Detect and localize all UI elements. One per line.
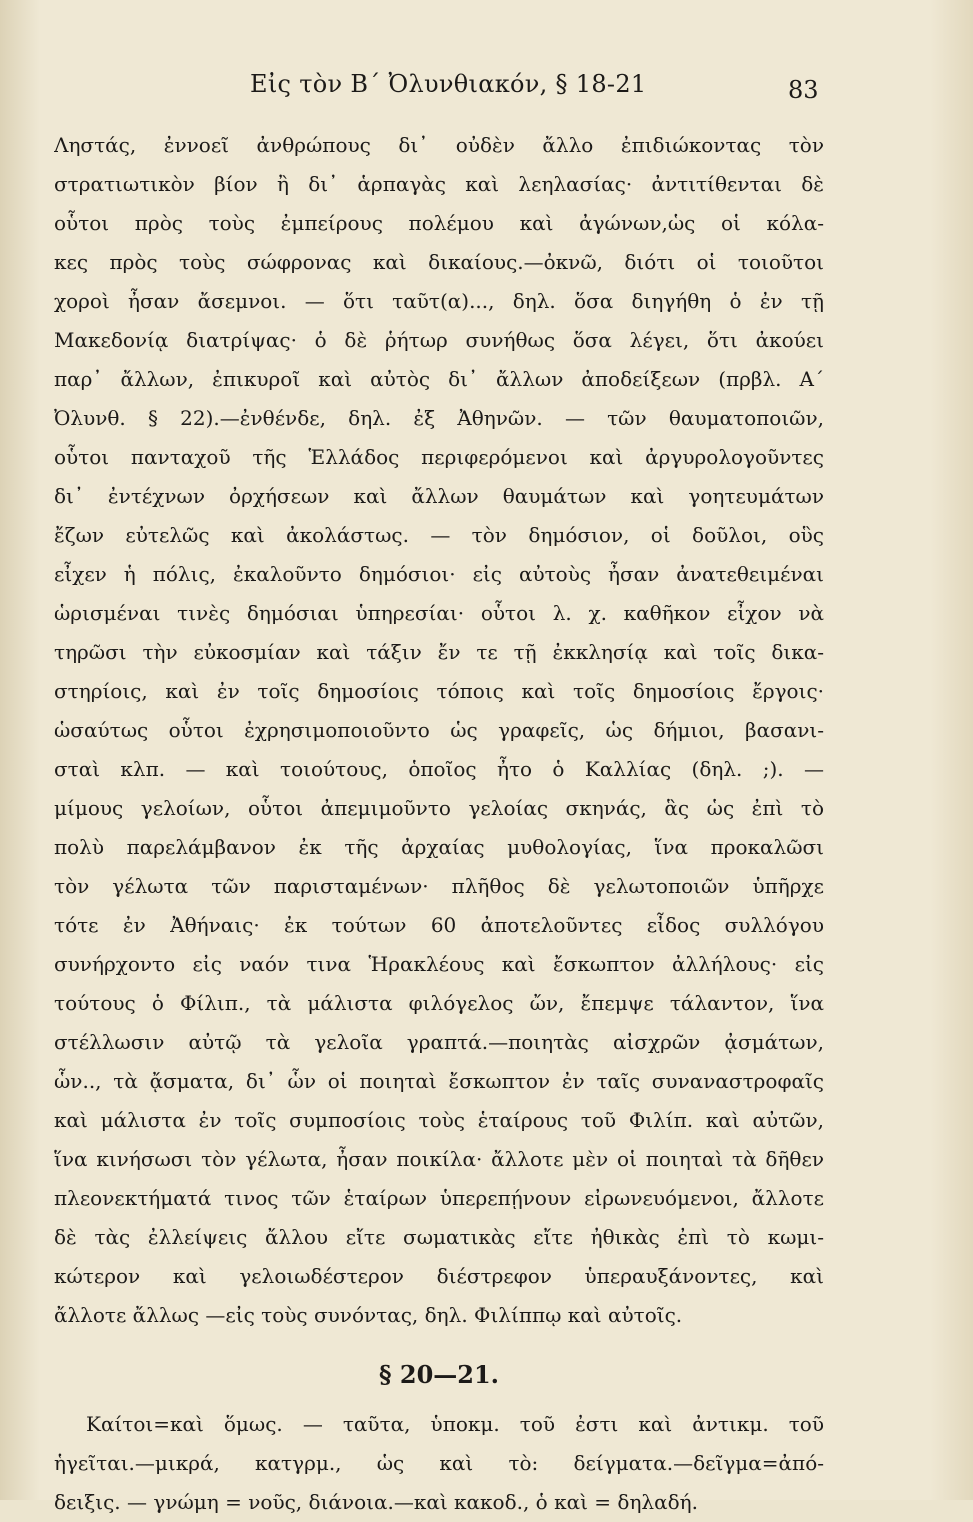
- text-line: τὸν γέλωτα τῶν παρισταμένων· πλῆθος δὲ γελωτοποιῶν ὑπῆρχε: [54, 874, 824, 898]
- section-text-line: δειξις. — γνώμη = νοῦς, διάνοια.—καὶ κακοδ., ὁ καὶ = δηλαδή.: [54, 1490, 698, 1514]
- text-line: οὗτοι πρὸς τοὺς ἐμπείρους πολέμου καὶ ἀγώνων,ὡς οἱ κόλα-: [54, 211, 824, 235]
- text-line: ὡσαύτως οὗτοι ἐχρησιμοποιοῦντο ὡς γραφεῖς, ὡς δήμιοι, βασανι-: [54, 718, 824, 742]
- text-line: ἄλλοτε ἄλλως —εἰς τοὺς συνόντας, δηλ. Φιλίππῳ καὶ αὐτοῖς.: [54, 1303, 683, 1327]
- text-line: οὗτοι πανταχοῦ τῆς Ἑλλάδος περιφερόμενοι καὶ ἀργυρολογοῦντες: [54, 445, 824, 469]
- commentary-body: [54, 126, 824, 1522]
- section-text-line: ἡγεῖται.—μικρά, κατγρμ., ὡς καὶ τὸ: δείγματα.—δεῖγμα=ἀπό-: [54, 1451, 824, 1475]
- section-text-line: Καίτοι=καὶ ὅμως. — ταῦτα, ὑποκμ. τοῦ ἐστι καὶ ἀντικμ. τοῦ: [86, 1412, 824, 1436]
- text-line: τότε ἐν Ἀθήναις· ἐκ τούτων 60 ἀποτελοῦντες εἶδος συλλόγου: [54, 913, 824, 937]
- text-line: παρ᾽ ἄλλων, ἐπικυροῖ καὶ αὐτὸς δι᾽ ἄλλων ἀποδείξεων (πρβλ. Α΄: [54, 367, 824, 391]
- text-line: τούτους ὁ Φίλιπ., τὰ μάλιστα φιλόγελος ὤν, ἔπεμψε τάλαντον, ἵνα: [54, 991, 824, 1015]
- text-line: στηρίοις, καὶ ἐν τοῖς δημοσίοις τόποις καὶ τοῖς δημοσίοις ἔργοις·: [54, 679, 824, 703]
- text-line: συνήρχοντο εἰς ναόν τινα Ἡρακλέους καὶ ἔσκωπτον ἀλλήλους· εἰς: [54, 952, 824, 976]
- text-line: ὧν.., τὰ ᾄσματα, δι᾽ ὧν οἱ ποιηταὶ ἔσκωπτον ἐν ταῖς συναναστροφαῖς: [54, 1069, 824, 1093]
- text-line: πλεονεκτήματά τινος τῶν ἑταίρων ὑπερεπῄνουν εἰρωνευόμενοι, ἄλλοτε: [54, 1186, 824, 1210]
- text-line: δι᾽ ἐντέχνων ὀρχήσεων καὶ ἄλλων θαυμάτων καὶ γοητευμάτων: [54, 484, 824, 508]
- text-line: μίμους γελοίων, οὗτοι ἀπεμιμοῦντο γελοίας σκηνάς, ἃς ὡς ἐπὶ τὸ: [54, 796, 824, 820]
- text-line: δὲ τὰς ἐλλείψεις ἄλλου εἴτε σωματικὰς εἴτε ἠθικὰς ἐπὶ τὸ κωμι-: [54, 1225, 824, 1249]
- page-header: [0, 70, 973, 110]
- text-line: ὡρισμέναι τινὲς δημόσιαι ὑπηρεσίαι· οὗτοι λ. χ. καθῆκον εἶχον νὰ: [54, 601, 824, 625]
- running-head: Εἰς τὸν Β΄ Ὀλυνθιακόν, § 18-21: [250, 70, 647, 98]
- text-line: χοροὶ ἦσαν ἄσεμνοι. — ὅτι ταῦτ(α)..., δηλ. ὅσα διηγήθη ὁ ἐν τῇ: [54, 289, 824, 313]
- section-heading: § 20—21.: [378, 1360, 500, 1389]
- page-number: 83: [788, 76, 819, 104]
- text-line: ἔζων εὐτελῶς καὶ ἀκολάστως. — τὸν δημόσιον, οἱ δοῦλοι, οὓς: [54, 523, 824, 547]
- text-line: σταὶ κλπ. — καὶ τοιούτους, ὁποῖος ἦτο ὁ Καλλίας (δηλ. ;). —: [54, 757, 824, 781]
- text-line: κες πρὸς τοὺς σώφρονας καὶ δικαίους.—ὀκνῶ, διότι οἱ τοιοῦτοι: [54, 250, 824, 274]
- text-line: Ὀλυνθ. § 22).—ἐνθένδε, δηλ. ἐξ Ἀθηνῶν. — τῶν θαυματοποιῶν,: [54, 406, 824, 430]
- text-line: ἵνα κινήσωσι τὸν γέλωτα, ἦσαν ποικίλα· ἄλλοτε μὲν οἱ ποιηταὶ τὰ δῆθεν: [54, 1147, 824, 1171]
- text-line: καὶ μάλιστα ἐν τοῖς συμποσίοις τοὺς ἑταίρους τοῦ Φιλίπ. καὶ αὐτῶν,: [54, 1108, 824, 1132]
- text-line: κώτερον καὶ γελοιωδέστερον διέστρεφον ὑπεραυξάνοντες, καὶ: [54, 1264, 824, 1288]
- text-line: τηρῶσι τὴν εὐκοσμίαν καὶ τάξιν ἔν τε τῇ ἐκκλησίᾳ καὶ τοῖς δικα-: [54, 640, 824, 664]
- text-line: εἶχεν ἡ πόλις, ἐκαλοῦντο δημόσιοι· εἰς αὐτοὺς ἦσαν ἀνατεθειμέναι: [54, 562, 824, 586]
- text-line: Ληστάς, ἐννοεῖ ἀνθρώπους δι᾽ οὐδὲν ἄλλο ἐπιδιώκοντας τὸν: [54, 133, 824, 157]
- text-line: στρατιωτικὸν βίον ἢ δι᾽ ἁρπαγὰς καὶ λεηλασίας· ἀντιτίθενται δὲ: [54, 172, 824, 196]
- text-line: στέλλωσιν αὐτῷ τὰ γελοῖα γραπτά.—ποιητὰς αἰσχρῶν ᾀσμάτων,: [54, 1030, 824, 1054]
- text-line: πολὺ παρελάμβανον ἐκ τῆς ἀρχαίας μυθολογίας, ἵνα προκαλῶσι: [54, 835, 824, 859]
- text-line: Μακεδονίᾳ διατρίψας· ὁ δὲ ῥήτωρ συνήθως ὅσα λέγει, ὅτι ἀκούει: [54, 328, 824, 352]
